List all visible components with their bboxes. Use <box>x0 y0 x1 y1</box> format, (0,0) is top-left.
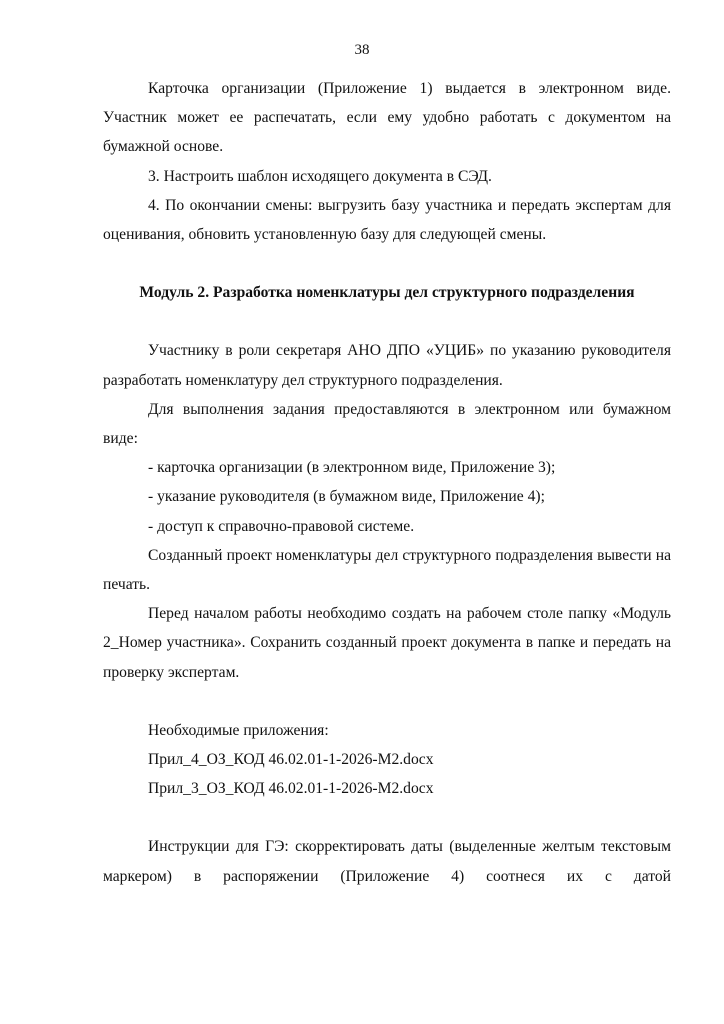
spacer <box>103 687 671 716</box>
paragraph-print: Созданный проект номенклатуры дел структурного подразделения вывести на печать. <box>103 546 671 594</box>
attachments-label: Необходимые приложения: <box>148 721 329 739</box>
paragraph-folder: Перед началом работы необходимо создать на рабочем столе папку «Модуль 2_Номер участника». Сохранить созданный проект документа в папке и передать на проверку экспертам. <box>103 605 671 681</box>
paragraph-task-intro: Участнику в роли секретаря АНО ДПО «УЦИБ» по указанию руководителя разработать номенклатуру дел структурного подразделения. <box>103 342 671 389</box>
page-number: 38 <box>354 42 370 58</box>
module-heading: Модуль 2. Разработка номенклатуры дел структурного подразделения <box>139 284 635 302</box>
spacer <box>103 803 671 832</box>
paragraph-org-card: Карточка организации (Приложение 1) выдается в электронном виде. Участник может ее распечатать, если ему удобно работать с документом на бумажной основе. <box>103 80 671 156</box>
paragraph-step-3: 3. Настроить шаблон исходящего документа в СЭД. <box>148 167 492 185</box>
paragraph-provided-intro: Для выполнения задания предоставляются в электронном или бумажном виде: <box>103 400 671 448</box>
paragraph-step-4: 4. По окончании смены: выгрузить базу участника и передать экспертам для оценивания, обновить установленную базу для следующей смены. <box>103 196 671 244</box>
attachment-item: Прил_4_ОЗ_КОД 46.02.01-1-2026-М2.docx <box>148 751 434 769</box>
list-item: - карточка организации (в электронном виде, Приложение 3); <box>148 459 556 477</box>
list-item: - указание руководителя (в бумажном виде, Приложение 4); <box>148 488 545 506</box>
attachment-item: Прил_3_ОЗ_КОД 46.02.01-1-2026-М2.docx <box>148 780 434 798</box>
document-body <box>103 74 671 891</box>
paragraph-ge-instructions: Инструкции для ГЭ: скорректировать даты (выделенные желтым текстовым маркером) в распоряжении (Приложение 4) соотнеся их с датой <box>103 838 671 885</box>
list-item: - доступ к справочно-правовой системе. <box>148 517 415 535</box>
